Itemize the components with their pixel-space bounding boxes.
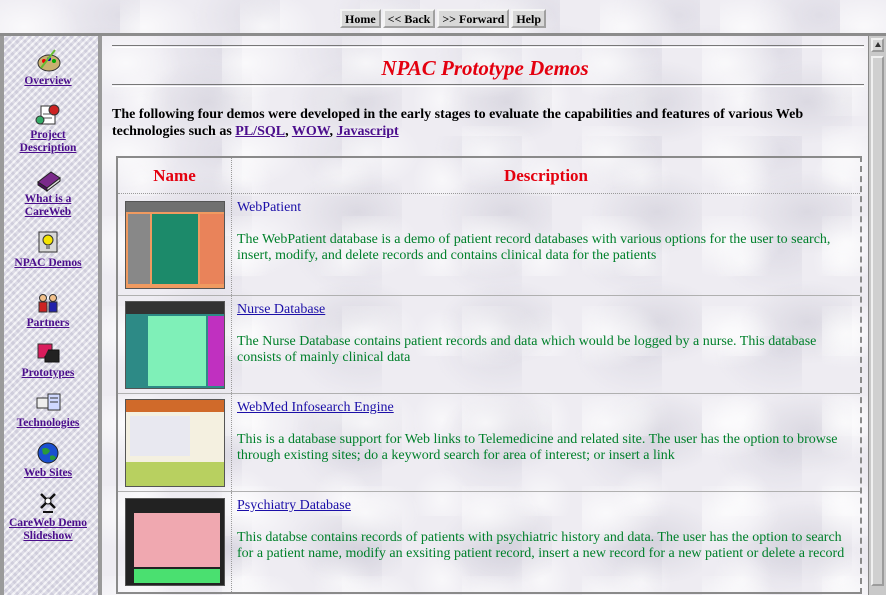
divider bbox=[112, 45, 864, 48]
back-button[interactable]: << Back bbox=[383, 9, 436, 28]
top-nav-frame bbox=[0, 0, 886, 36]
forward-button[interactable]: >> Forward bbox=[437, 9, 509, 28]
sidebar-item-partners[interactable] bbox=[8, 290, 88, 330]
row-title bbox=[237, 498, 854, 514]
sidebar-item-label: Prototypes bbox=[21, 367, 75, 379]
webmed-infosearch-link[interactable]: WebMed Infosearch Engine bbox=[237, 400, 394, 415]
people-icon bbox=[33, 290, 63, 316]
table-row bbox=[118, 194, 860, 296]
sidebar-item-technologies[interactable] bbox=[8, 390, 88, 430]
sidebar-item-what-is-careweb[interactable] bbox=[8, 166, 88, 219]
home-button[interactable]: Home bbox=[340, 9, 381, 28]
row-description: The Nurse Database contains patient records and data which would be logged by a nurse. This database consists of mainly clinical data bbox=[237, 334, 817, 365]
nurse-database-thumbnail[interactable] bbox=[125, 301, 225, 389]
intro-text: The following four demos were developed in the early stages to evaluate the capabilities and features of various Web technologies such as bbox=[112, 107, 804, 139]
sidebar-item-label: Technologies bbox=[16, 417, 80, 429]
sidebar-item-careweb-slideshow[interactable] bbox=[8, 490, 88, 543]
scroll-up-arrow-icon[interactable] bbox=[871, 38, 884, 52]
table-row bbox=[118, 394, 860, 492]
description-cell bbox=[232, 394, 860, 491]
psychiatry-database-thumbnail[interactable] bbox=[125, 498, 225, 586]
project-document-icon bbox=[33, 102, 63, 128]
sidebar-item-label: Overview bbox=[24, 75, 72, 87]
sidebar-item-label: NPAC Demos bbox=[14, 257, 82, 269]
nurse-database-link[interactable]: Nurse Database bbox=[237, 302, 326, 317]
sidebar-item-label: What is a CareWeb bbox=[24, 193, 72, 218]
row-title: WebPatient bbox=[237, 200, 302, 215]
sidebar-item-label: CareWeb Demo Slideshow bbox=[8, 517, 88, 542]
thumbnail-cell bbox=[118, 296, 232, 393]
prototype-icon bbox=[33, 340, 63, 366]
main-content bbox=[102, 36, 868, 595]
psychiatry-database-link[interactable]: Psychiatry Database bbox=[237, 498, 351, 513]
description-cell bbox=[232, 194, 860, 295]
table-row bbox=[118, 492, 860, 592]
divider bbox=[112, 84, 864, 87]
sidebar-item-label: Web Sites bbox=[23, 467, 73, 479]
technologies-icon bbox=[33, 390, 63, 416]
sidebar-item-label: Partners bbox=[26, 317, 70, 329]
sidebar-item-overview[interactable] bbox=[8, 48, 88, 88]
intro-paragraph bbox=[112, 106, 864, 140]
table-row bbox=[118, 296, 860, 394]
webmed-thumbnail[interactable] bbox=[125, 399, 225, 487]
webpatient-thumbnail[interactable] bbox=[125, 201, 225, 289]
thumbnail-cell bbox=[118, 492, 232, 592]
description-cell bbox=[232, 296, 860, 393]
column-header-description: Description bbox=[503, 165, 589, 185]
pl-sql-link[interactable]: PL/SQL bbox=[235, 124, 286, 139]
row-description: This databse contains records of patients with psychiatric history and data. The user has the option to search for a patient name, modify an exsiting patient record, insert a new record for a new patient or delete a record bbox=[237, 530, 845, 561]
paint-palette-icon bbox=[33, 48, 63, 74]
help-button[interactable]: Help bbox=[511, 9, 546, 28]
thumbnail-cell bbox=[118, 394, 232, 491]
row-title bbox=[237, 302, 854, 318]
javascript-link[interactable]: Javascript bbox=[336, 124, 399, 139]
description-cell bbox=[232, 492, 860, 592]
page-title: NPAC Prototype Demos bbox=[381, 56, 589, 80]
vertical-scrollbar[interactable] bbox=[868, 36, 886, 595]
sidebar-item-npac-demos[interactable] bbox=[8, 230, 88, 270]
wow-link[interactable]: WOW bbox=[291, 124, 330, 139]
book-icon bbox=[33, 166, 63, 192]
row-description: This is a database support for Web links to Telemedicine and related site. The user has the option to browse through existing sites; do a keyword search for area of interest; or insert a link bbox=[237, 432, 838, 463]
globe-icon bbox=[33, 440, 63, 466]
sidebar-item-web-sites[interactable] bbox=[8, 440, 88, 480]
top-nav-bar bbox=[340, 9, 546, 28]
sidebar-item-prototypes[interactable] bbox=[8, 340, 88, 380]
separator: , bbox=[329, 124, 337, 139]
slideshow-icon bbox=[33, 490, 63, 516]
sidebar-item-project-description[interactable] bbox=[8, 102, 88, 155]
lightbulb-icon bbox=[33, 230, 63, 256]
row-title bbox=[237, 400, 854, 416]
scroll-thumb[interactable] bbox=[871, 56, 884, 586]
column-header-name: Name bbox=[118, 158, 232, 193]
separator: , bbox=[285, 124, 292, 139]
demo-table bbox=[116, 156, 862, 594]
thumbnail-cell bbox=[118, 194, 232, 295]
sidebar-item-label: Project Description bbox=[19, 129, 77, 154]
sidebar bbox=[0, 36, 102, 595]
row-description: The WebPatient database is a demo of patient record databases with various options for the user to search, insert, modify, and delete records and contains clinical data for the patients bbox=[237, 232, 831, 263]
table-header-row bbox=[118, 158, 860, 194]
